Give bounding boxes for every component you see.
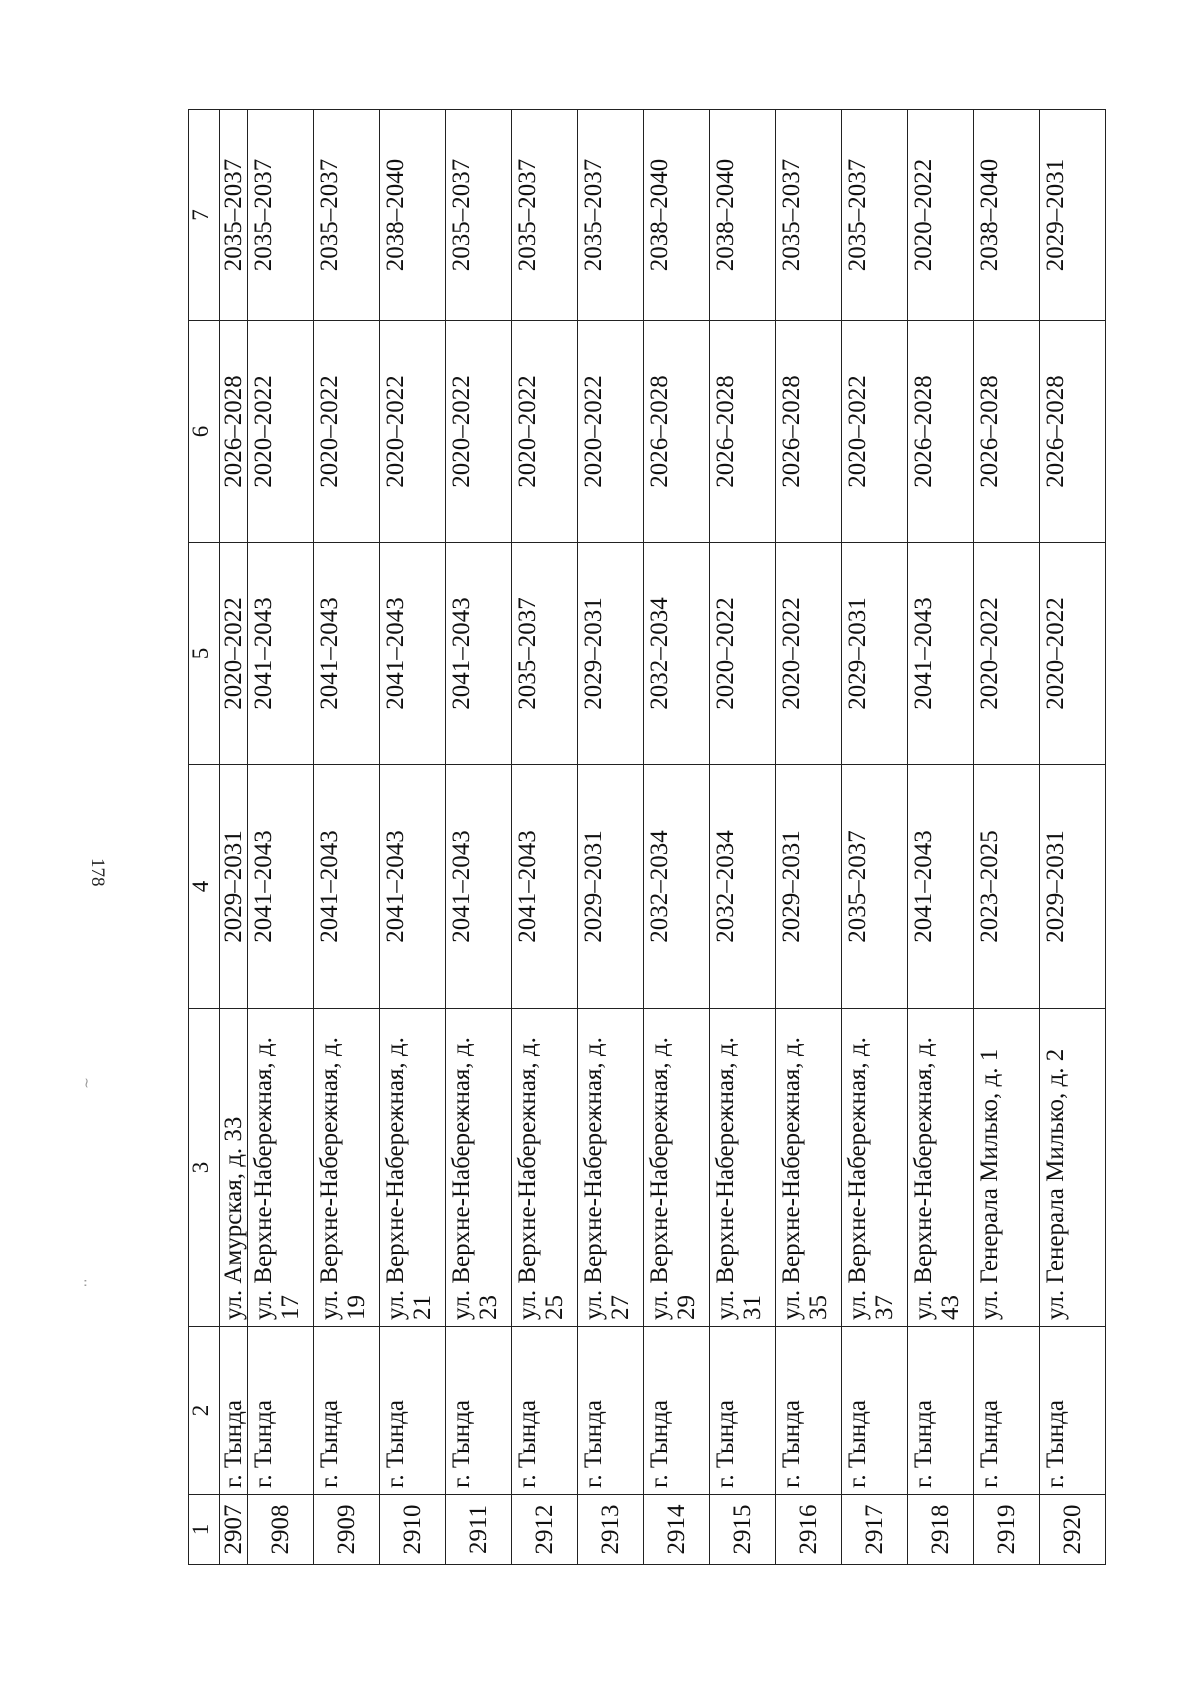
- scan-mark: ~: [77, 1077, 94, 1089]
- table-row: [842, 110, 908, 1565]
- address-cell: ул. Верхне-Набережная, д. 23: [446, 1009, 512, 1327]
- table-row: [1040, 110, 1106, 1565]
- header-cell: 3: [189, 1009, 220, 1327]
- period-cell: 2026–2028: [710, 321, 776, 543]
- table-body: [220, 110, 1106, 1565]
- period-cell: 2020–2022: [1040, 543, 1106, 765]
- period-cell: 2035–2037: [512, 110, 578, 321]
- period-cell: 2041–2043: [248, 765, 314, 1009]
- period-cell: 2032–2034: [644, 765, 710, 1009]
- table-row: [710, 110, 776, 1565]
- period-cell: 2026–2028: [644, 321, 710, 543]
- header-cell: 2: [189, 1327, 220, 1495]
- period-cell: 2035–2037: [578, 110, 644, 321]
- city-cell: г. Тында: [314, 1327, 380, 1495]
- address-cell: ул. Верхне-Набережная, д. 21: [380, 1009, 446, 1327]
- page-number: 178: [87, 858, 108, 887]
- period-cell: 2038–2040: [710, 110, 776, 321]
- table-row: [220, 110, 248, 1565]
- period-cell: 2041–2043: [512, 765, 578, 1009]
- row-number-cell: 2908: [248, 1495, 314, 1565]
- period-cell: 2020–2022: [512, 321, 578, 543]
- rotated-table-wrapper: [188, 110, 1148, 1565]
- period-cell: 2026–2028: [974, 321, 1040, 543]
- period-cell: 2035–2037: [776, 110, 842, 321]
- address-cell: ул. Верхне-Набережная, д. 27: [578, 1009, 644, 1327]
- city-cell: г. Тында: [578, 1327, 644, 1495]
- address-cell: ул. Верхне-Набережная, д. 19: [314, 1009, 380, 1327]
- row-number-cell: 2918: [908, 1495, 974, 1565]
- period-cell: 2026–2028: [1040, 321, 1106, 543]
- period-cell: 2029–2031: [776, 765, 842, 1009]
- header-cell: 7: [189, 110, 220, 321]
- data-table: [188, 109, 1106, 1565]
- address-cell: ул. Генерала Милько, д. 1: [974, 1009, 1040, 1327]
- table-row: [314, 110, 380, 1565]
- period-cell: 2041–2043: [380, 543, 446, 765]
- city-cell: г. Тында: [220, 1327, 248, 1495]
- period-cell: 2041–2043: [380, 765, 446, 1009]
- table-row: [908, 110, 974, 1565]
- period-cell: 2041–2043: [908, 765, 974, 1009]
- period-cell: 2020–2022: [974, 543, 1040, 765]
- period-cell: 2032–2034: [644, 543, 710, 765]
- period-cell: 2026–2028: [220, 321, 248, 543]
- header-cell: 5: [189, 543, 220, 765]
- city-cell: г. Тында: [908, 1327, 974, 1495]
- period-cell: 2041–2043: [314, 543, 380, 765]
- city-cell: г. Тында: [644, 1327, 710, 1495]
- period-cell: 2035–2037: [512, 543, 578, 765]
- table-header-row: [189, 110, 220, 1565]
- header-cell: 4: [189, 765, 220, 1009]
- period-cell: 2029–2031: [1040, 765, 1106, 1009]
- period-cell: 2020–2022: [446, 321, 512, 543]
- period-cell: 2020–2022: [578, 321, 644, 543]
- address-cell: ул. Верхне-Набережная, д. 37: [842, 1009, 908, 1327]
- table-row: [974, 110, 1040, 1565]
- period-cell: 2029–2031: [842, 543, 908, 765]
- scan-mark: ··: [76, 1278, 93, 1288]
- period-cell: 2020–2022: [710, 543, 776, 765]
- city-cell: г. Тында: [974, 1327, 1040, 1495]
- city-cell: г. Тында: [842, 1327, 908, 1495]
- address-cell: ул. Верхне-Набережная, д. 25: [512, 1009, 578, 1327]
- address-cell: ул. Верхне-Набережная, д. 29: [644, 1009, 710, 1327]
- period-cell: 2032–2034: [710, 765, 776, 1009]
- table-row: [644, 110, 710, 1565]
- row-number-cell: 2912: [512, 1495, 578, 1565]
- address-cell: ул. Генерала Милько, д. 2: [1040, 1009, 1106, 1327]
- period-cell: 2026–2028: [776, 321, 842, 543]
- table-row: [380, 110, 446, 1565]
- period-cell: 2035–2037: [842, 110, 908, 321]
- period-cell: 2029–2031: [578, 765, 644, 1009]
- period-cell: 2026–2028: [908, 321, 974, 543]
- table-row: [578, 110, 644, 1565]
- city-cell: г. Тында: [248, 1327, 314, 1495]
- period-cell: 2020–2022: [220, 543, 248, 765]
- period-cell: 2035–2037: [220, 110, 248, 321]
- period-cell: 2023–2025: [974, 765, 1040, 1009]
- period-cell: 2041–2043: [248, 543, 314, 765]
- row-number-cell: 2913: [578, 1495, 644, 1565]
- city-cell: г. Тында: [380, 1327, 446, 1495]
- table-row: [248, 110, 314, 1565]
- address-cell: ул. Верхне-Набережная, д. 31: [710, 1009, 776, 1327]
- row-number-cell: 2914: [644, 1495, 710, 1565]
- header-cell: 1: [189, 1495, 220, 1565]
- period-cell: 2035–2037: [314, 110, 380, 321]
- period-cell: 2041–2043: [446, 765, 512, 1009]
- table-row: [512, 110, 578, 1565]
- city-cell: г. Тында: [710, 1327, 776, 1495]
- row-number-cell: 2909: [314, 1495, 380, 1565]
- address-cell: ул. Верхне-Набережная, д. 43: [908, 1009, 974, 1327]
- period-cell: 2029–2031: [578, 543, 644, 765]
- row-number-cell: 2910: [380, 1495, 446, 1565]
- city-cell: г. Тында: [1040, 1327, 1106, 1495]
- period-cell: 2035–2037: [446, 110, 512, 321]
- row-number-cell: 2916: [776, 1495, 842, 1565]
- row-number-cell: 2917: [842, 1495, 908, 1565]
- row-number-cell: 2920: [1040, 1495, 1106, 1565]
- period-cell: 2020–2022: [380, 321, 446, 543]
- address-cell: ул. Верхне-Набережная, д. 35: [776, 1009, 842, 1327]
- period-cell: 2029–2031: [1040, 110, 1106, 321]
- period-cell: 2020–2022: [842, 321, 908, 543]
- period-cell: 2041–2043: [908, 543, 974, 765]
- period-cell: 2041–2043: [446, 543, 512, 765]
- period-cell: 2020–2022: [314, 321, 380, 543]
- period-cell: 2029–2031: [220, 765, 248, 1009]
- period-cell: 2020–2022: [908, 110, 974, 321]
- period-cell: 2038–2040: [644, 110, 710, 321]
- city-cell: г. Тында: [776, 1327, 842, 1495]
- table-row: [776, 110, 842, 1565]
- period-cell: 2038–2040: [380, 110, 446, 321]
- city-cell: г. Тында: [512, 1327, 578, 1495]
- period-cell: 2041–2043: [314, 765, 380, 1009]
- period-cell: 2020–2022: [248, 321, 314, 543]
- header-cell: 6: [189, 321, 220, 543]
- period-cell: 2038–2040: [974, 110, 1040, 321]
- city-cell: г. Тында: [446, 1327, 512, 1495]
- address-cell: ул. Амурская, д. 33: [220, 1009, 248, 1327]
- row-number-cell: 2911: [446, 1495, 512, 1565]
- row-number-cell: 2919: [974, 1495, 1040, 1565]
- period-cell: 2035–2037: [248, 110, 314, 321]
- row-number-cell: 2907: [220, 1495, 248, 1565]
- address-cell: ул. Верхне-Набережная, д. 17: [248, 1009, 314, 1327]
- row-number-cell: 2915: [710, 1495, 776, 1565]
- table-row: [446, 110, 512, 1565]
- period-cell: 2020–2022: [776, 543, 842, 765]
- period-cell: 2035–2037: [842, 765, 908, 1009]
